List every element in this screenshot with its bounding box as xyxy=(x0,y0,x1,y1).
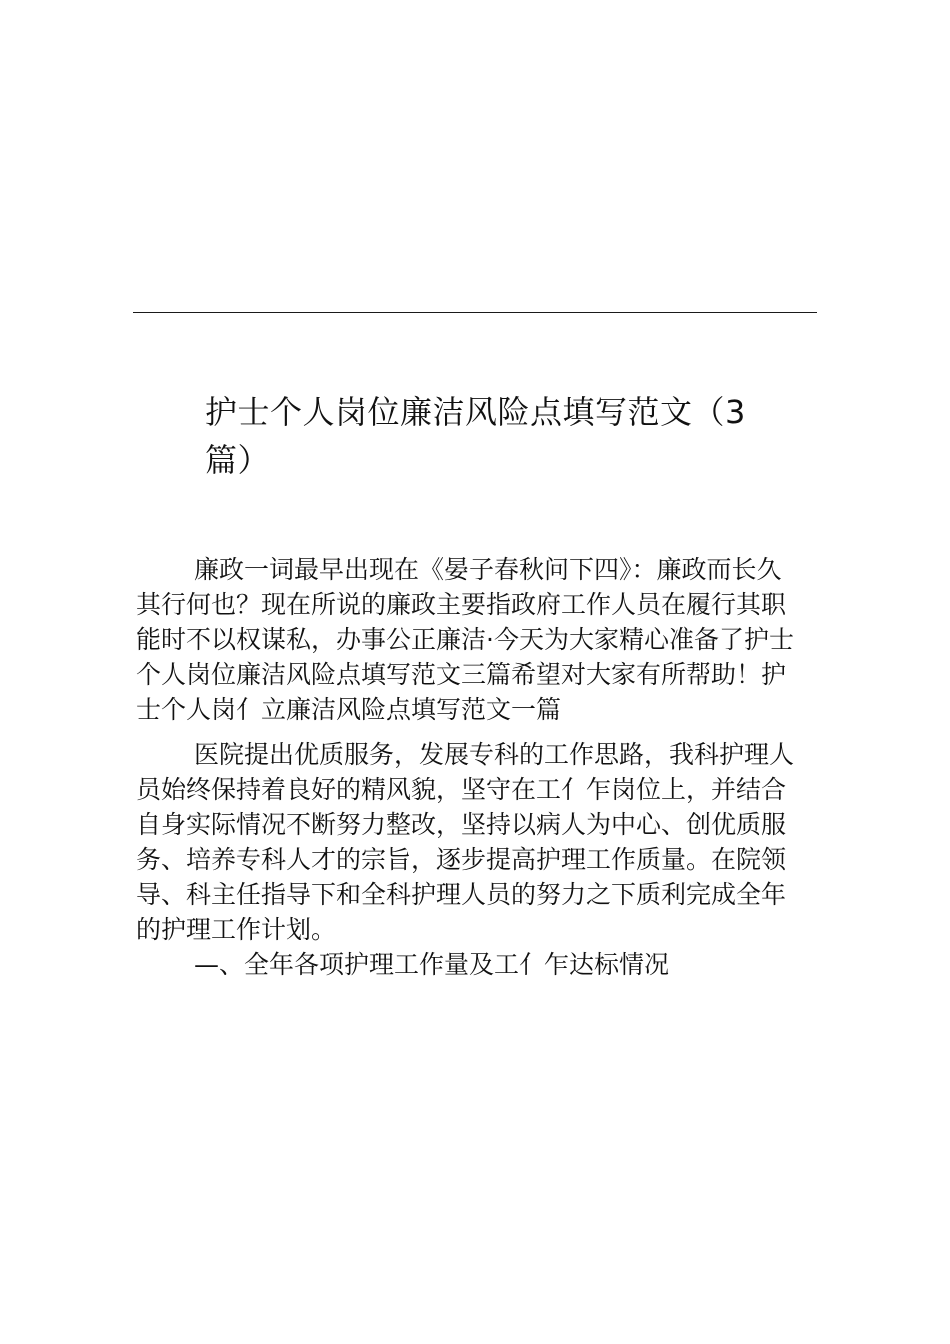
body-line-6: 的护理工作计划。 xyxy=(136,915,337,944)
section-heading: —、全年各项护理工作量及工亻乍达标情况 xyxy=(194,950,670,979)
document-title xyxy=(205,388,785,484)
intro-line-2: 其行何也？现在所说的廉政主要指政府工作人员在履行其职 xyxy=(136,590,787,619)
intro-line-4: 个人岗位廉洁风险点填写范文三篇希望对大家有所帮助！护 xyxy=(136,660,787,689)
body-line-2: 员始终保持着良好的精风貌，坚守在工亻乍岗位上，并结合 xyxy=(136,775,787,804)
intro-line-3: 能时不以权谋私，办事公正廉洁·今天为大家精心准备了护士 xyxy=(136,625,794,654)
title-line-2: 篇） xyxy=(205,441,271,479)
body-line-3: 自身实际情况不断努力整改，坚持以病人为中心、创优质服 xyxy=(136,810,787,839)
header-rule xyxy=(133,312,817,313)
body-line-5: 导、科主任指导下和全科护理人员的努力之下质利完成全年 xyxy=(136,880,787,909)
intro-line-1: 廉政一词最早出现在《晏子春秋问下四》：廉政而长久 xyxy=(194,555,782,584)
body-line-1: 医院提出优质服务，发展专科的工作思路，我科护理人 xyxy=(194,740,795,769)
body-line-4: 务、培养专科人才的宗旨，逐步提高护理工作质量。在院领 xyxy=(136,845,787,874)
title-line-1: 护士个人岗位廉洁风险点填写范文（3 xyxy=(205,393,746,431)
intro-line-5: 士个人岗亻立廉洁风险点填写范文一篇 xyxy=(136,695,562,724)
